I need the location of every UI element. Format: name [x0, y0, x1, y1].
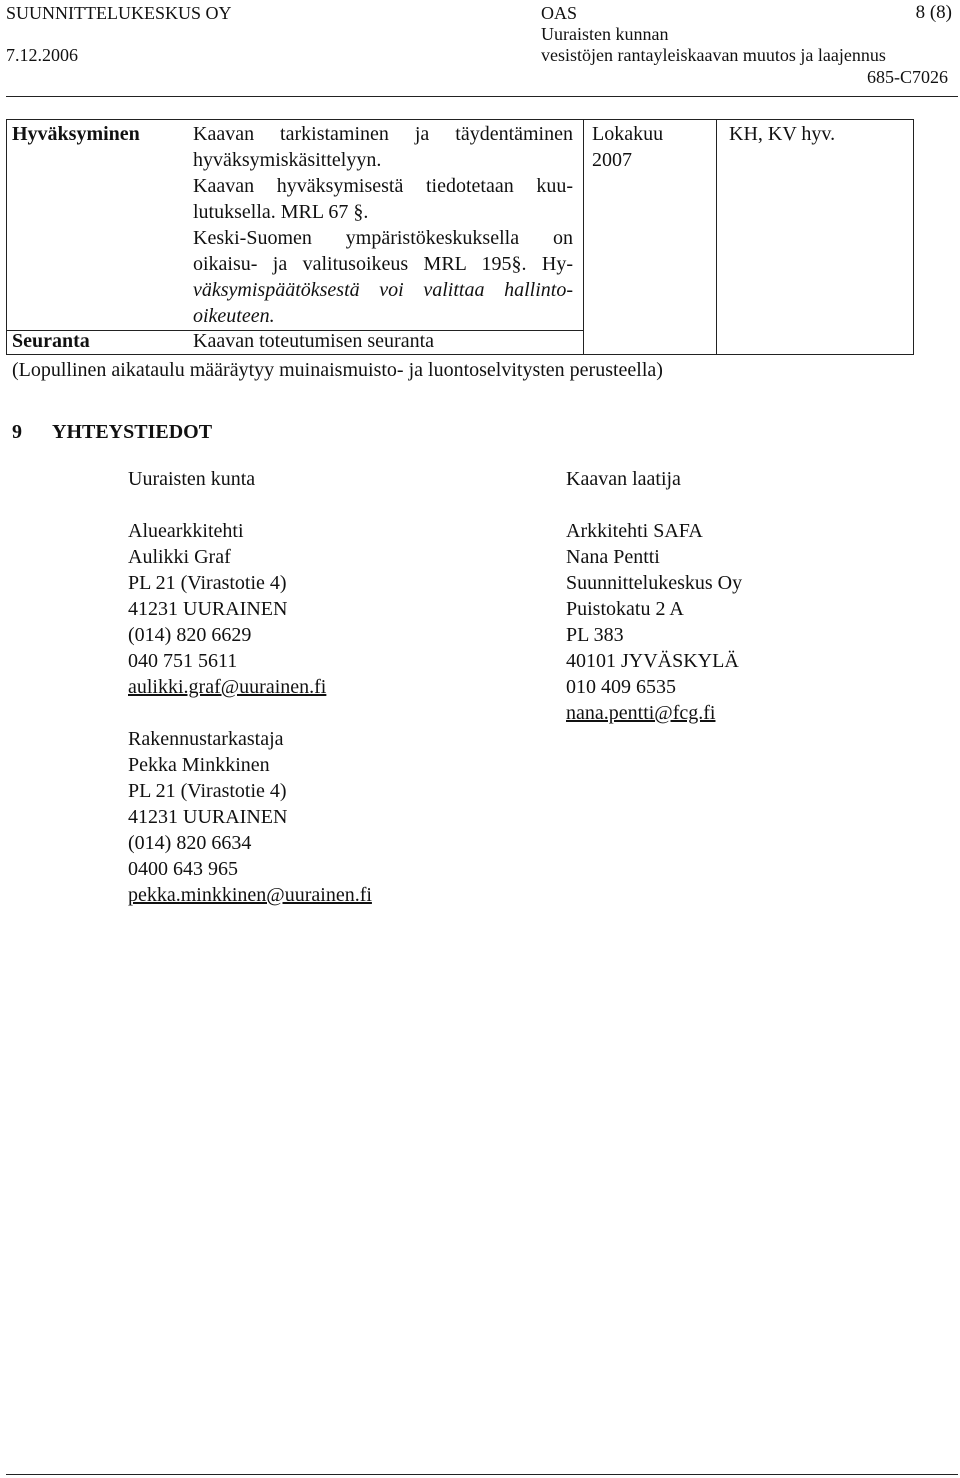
table-top-border — [6, 119, 914, 120]
schedule-month: Lokakuu — [592, 123, 664, 145]
description-line: oikaisu- ja valitusoikeus MRL 195§. Hy- — [193, 253, 573, 275]
contact-title: Arkkitehti SAFA — [566, 520, 703, 542]
page-number: 8 (8) — [915, 2, 952, 23]
description-line: Kaavan hyväksymisestä tiedotetaan kuu- — [193, 175, 573, 197]
contact-name: Aulikki Graf — [128, 546, 231, 568]
company-name: SUUNNITTELUKESKUS OY — [6, 3, 232, 23]
document-type: OAS — [541, 3, 578, 23]
planner-contacts — [566, 466, 742, 726]
contact-title: Aluearkkitehti — [128, 520, 244, 542]
section-number: 9 — [12, 421, 22, 443]
header-rule — [6, 96, 958, 97]
project-code: 685-C7026 — [867, 67, 948, 87]
municipality-contacts — [128, 466, 372, 908]
section-title: YHTEYSTIEDOT — [52, 421, 213, 443]
document-date: 7.12.2006 — [6, 45, 78, 65]
description-line: hyväksymiskäsittelyyn. — [193, 149, 382, 171]
contact-address: PL 21 (Virastotie 4) — [128, 780, 287, 802]
schedule-year: 2007 — [592, 149, 632, 171]
contact-name: Pekka Minkkinen — [128, 754, 270, 776]
monitoring-description: Kaavan toteutumisen seuranta — [193, 330, 435, 352]
document-title-line2: vesistöjen rantayleiskaavan muutos ja laajennus — [541, 45, 886, 65]
table-right-border — [913, 119, 914, 355]
decision-body: KH, KV hyv. — [729, 123, 836, 145]
contacts-heading: Kaavan laatija — [566, 468, 681, 490]
contact-phone: 010 409 6535 — [566, 676, 676, 698]
contact-mobile: 0400 643 965 — [128, 858, 238, 880]
phase-label-approval: Hyväksyminen — [12, 123, 140, 145]
schedule-note: (Lopullinen aikataulu määräytyy muinaismuisto- ja luontoselvitysten perusteella) — [12, 359, 663, 381]
phase-label-monitoring: Seuranta — [12, 330, 90, 352]
contact-email-link[interactable]: pekka.minkkinen@uurainen.fi — [128, 884, 372, 906]
contact-email-link[interactable]: nana.pentti@fcg.fi — [566, 702, 716, 724]
description-line-italic: väksymispäätöksestä voi valittaa hallinto- — [193, 279, 573, 301]
document-title-line1: Uuraisten kunnan — [541, 24, 669, 44]
table-left-border — [6, 119, 7, 355]
contact-phone: (014) 820 6629 — [128, 624, 252, 646]
description-line: lutuksella. MRL 67 §. — [193, 201, 369, 223]
table-column-divider — [583, 119, 584, 355]
contact-phone: (014) 820 6634 — [128, 832, 252, 854]
contact-postal: 40101 JYVÄSKYLÄ — [566, 650, 739, 672]
contact-mobile: 040 751 5611 — [128, 650, 238, 672]
contact-name: Nana Pentti — [566, 546, 660, 568]
description-line: Kaavan tarkistaminen ja täydentäminen — [193, 123, 573, 145]
table-bottom-border — [6, 354, 914, 355]
approval-description — [193, 121, 573, 329]
contact-address: Puistokatu 2 A — [566, 598, 684, 620]
contact-address: PL 21 (Virastotie 4) — [128, 572, 287, 594]
contact-postal: 41231 UURAINEN — [128, 806, 288, 828]
contact-email-link[interactable]: aulikki.graf@uurainen.fi — [128, 676, 327, 698]
contacts-heading: Uuraisten kunta — [128, 468, 256, 490]
footer-rule — [6, 1474, 958, 1475]
contact-po-box: PL 383 — [566, 624, 624, 646]
contact-title: Rakennustarkastaja — [128, 728, 284, 750]
description-line-italic: oikeuteen. — [193, 305, 275, 327]
contact-company: Suunnittelukeskus Oy — [566, 572, 743, 594]
table-column-divider — [716, 119, 717, 355]
contact-postal: 41231 UURAINEN — [128, 598, 288, 620]
description-line: Keski-Suomen ympäristökeskuksella on — [193, 227, 573, 249]
